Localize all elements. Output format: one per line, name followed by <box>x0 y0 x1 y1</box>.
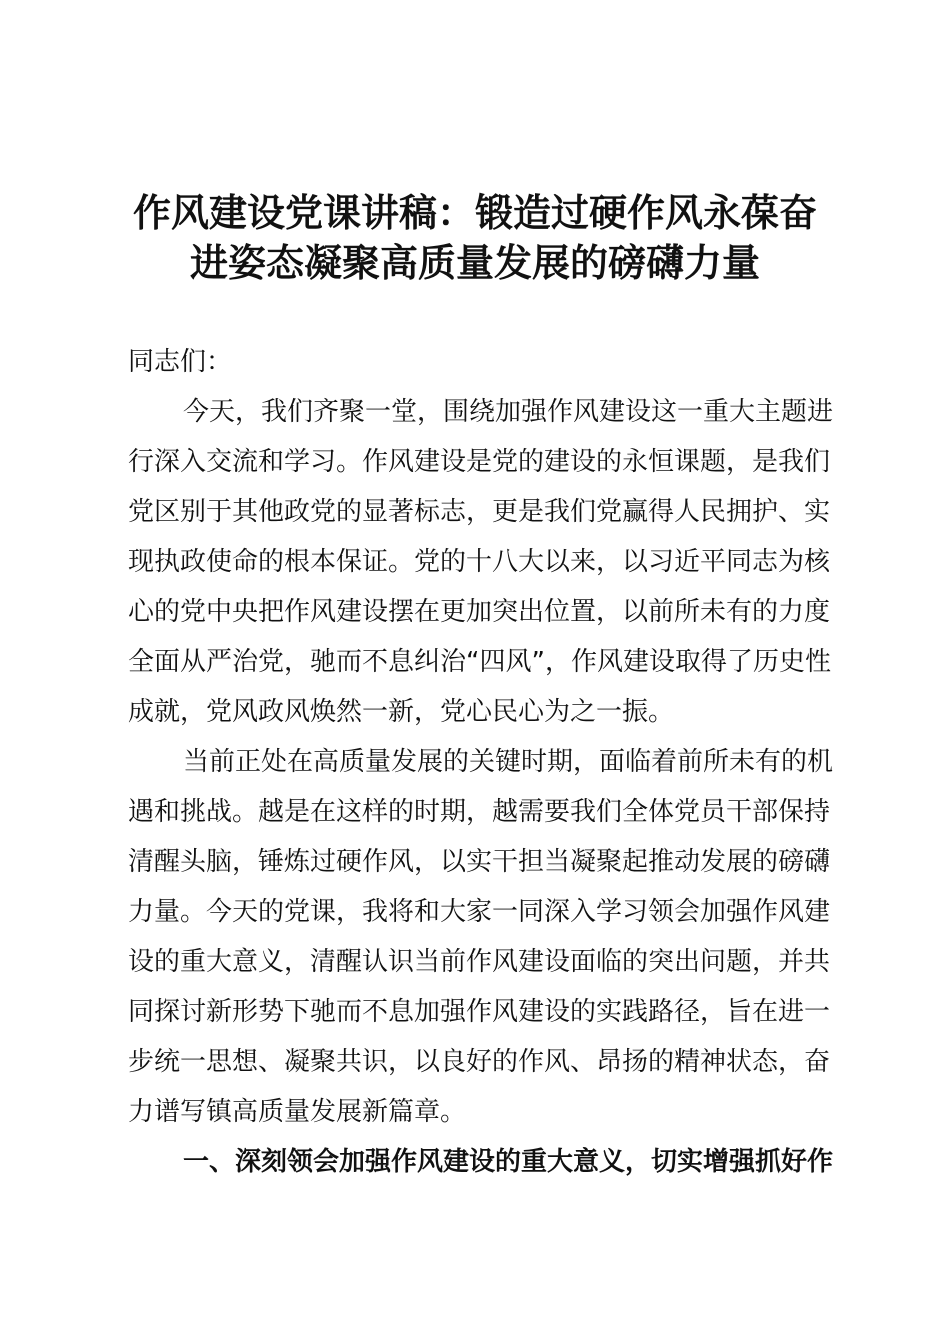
paragraph-line: 遇和挑战。越是在这样的时期，越需要我们全体党员干部保持 <box>128 797 831 827</box>
paragraph-1 <box>128 387 834 737</box>
paragraph-line: 行深入交流和学习。作风建设是党的建设的永恒课题，是我们 <box>128 447 831 477</box>
paragraph-line: 清醒头脑，锤炼过硬作风，以实干担当凝聚起推动发展的磅礴 <box>128 847 831 877</box>
paragraph-line: 全面从严治党，驰而不息纠治“四风”，作风建设取得了历史性 <box>128 647 831 677</box>
paragraph-line: 现执政使命的根本保证。党的十八大以来，以习近平同志为核 <box>128 547 831 577</box>
paragraph-line: 党区别于其他政党的显著标志，更是我们党赢得人民拥护、实 <box>128 497 831 527</box>
title-line: 进姿态凝聚高质量发展的磅礴力量 <box>189 241 760 285</box>
paragraph-line: 步统一思想、凝聚共识，以良好的作风、昂扬的精神状态，奋 <box>128 1047 831 1077</box>
paragraph-line: 心的党中央把作风建设摆在更加突出位置，以前所未有的力度 <box>128 597 831 627</box>
paragraph-line: 力量。今天的党课，我将和大家一同深入学习领会加强作风建 <box>128 897 831 927</box>
paragraph-line: 成就，党风政风焕然一新，党心民心为之一振。 <box>128 697 675 727</box>
salutation: 同志们： <box>128 347 233 377</box>
paragraph-line: 当前正处在高质量发展的关键时期，面临着前所未有的机 <box>183 747 834 777</box>
section-heading-1: 一、深刻领会加强作风建设的重大意义，切实增强抓好作 <box>183 1147 834 1177</box>
paragraph-line: 同探讨新形势下驰而不息加强作风建设的实践路径，旨在进一 <box>128 997 831 1027</box>
document-title <box>128 188 822 288</box>
document-body <box>128 337 834 1187</box>
title-line: 作风建设党课讲稿：锻造过硬作风永葆奋 <box>132 191 817 235</box>
paragraph-line: 今天，我们齐聚一堂，围绕加强作风建设这一重大主题进 <box>183 397 834 427</box>
paragraph-2 <box>128 737 834 1137</box>
paragraph-line: 设的重大意义，清醒认识当前作风建设面临的突出问题，并共 <box>128 947 831 977</box>
paragraph-line: 力谱写镇高质量发展新篇章。 <box>128 1097 467 1127</box>
